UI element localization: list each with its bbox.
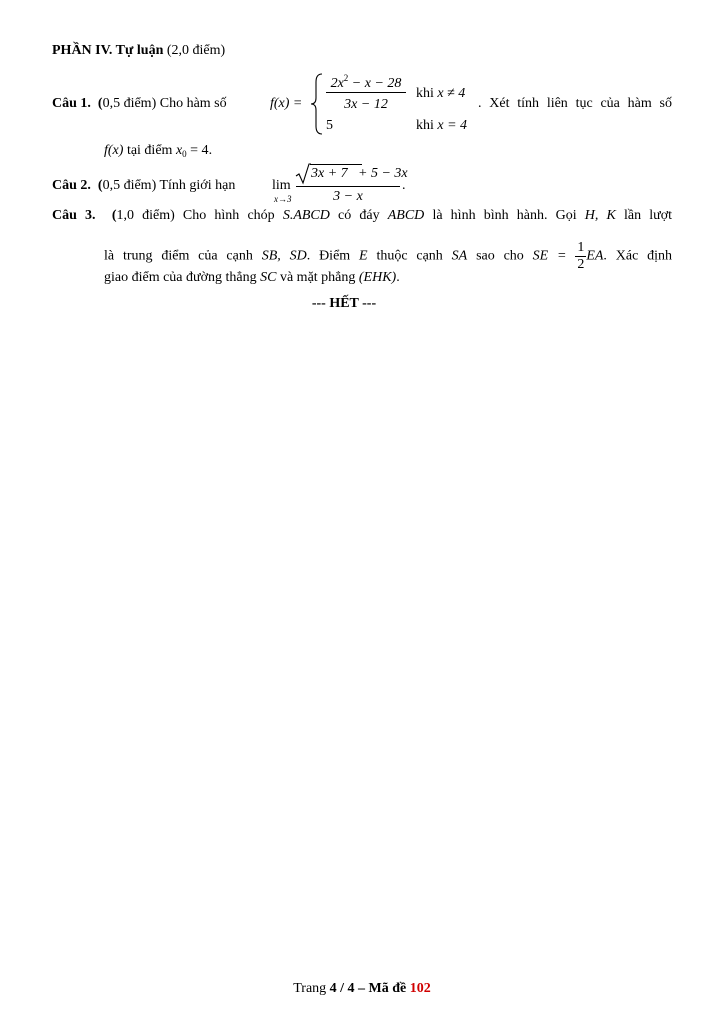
q2-lim: lim — [272, 178, 291, 193]
q3-fraction: $\frac{1}{2}$ — [577, 240, 585, 272]
end-mark: --- HẾT --- — [311, 296, 377, 311]
q1-line2: f(x) tại điểm $x_0 = 4$. — [104, 143, 213, 159]
q1-fx-label: f(x) = — [270, 96, 303, 111]
section-title: PHẦN IV. Tự luận — [52, 43, 164, 58]
q1-points-paren: ( — [97, 96, 103, 111]
q1-case2-value: 5 — [326, 118, 333, 133]
q2-sqrt-bar — [310, 164, 362, 165]
q2-label: Câu 2. — [52, 178, 91, 193]
page-footer: Trang 4 / 4 – Mã đề 102 — [293, 981, 431, 996]
q3-line1: Câu 3. (1,0 điểm) Cho hình chóp S.ABCD có đáy ABCD là hình bình hành. Gọi H, K lần lượt — [52, 208, 672, 223]
q3-line3: giao điểm của đường thẳng SC và mặt phẳng (EHK). — [104, 270, 400, 285]
q1-brace-icon — [310, 72, 324, 136]
q1-case1-numerator: $2x^2 - x - 28$ — [330, 73, 402, 91]
q1-label-line — [52, 96, 227, 112]
q1-case2-condition: khi x = 4 — [416, 118, 468, 133]
exam-code: 102 — [409, 981, 431, 996]
q2-numerator-rest: + 5 − 3x — [358, 166, 408, 181]
q2-sqrt-icon — [295, 163, 311, 185]
q2-end: . — [402, 178, 406, 193]
section-heading — [52, 43, 225, 59]
q2-intro: 0,5 điểm) Tính giới hạn — [102, 178, 236, 193]
q3-line2: là trung điểm của cạnh SB, SD. Điểm E thuộc cạnh SA sao cho SE = $\frac{1}{2}$ EA. Xác định — [104, 240, 673, 272]
section-points: (2,0 điểm) — [166, 43, 226, 58]
q3-label: Câu 3. — [52, 208, 96, 223]
q2-lim-subscript: x→3 — [274, 194, 292, 204]
q1-intro: 0,5 điểm) Cho hàm số — [102, 96, 227, 111]
q1-label: Câu 1. — [52, 96, 91, 111]
q2-sqrt-content: 3x + 7 — [311, 166, 348, 181]
q1-case1-denominator: 3x − 12 — [344, 97, 388, 112]
q2-label-line: Câu 2. (0,5 điểm) Tính giới hạn — [52, 178, 236, 193]
q2-fraction-bar — [296, 186, 400, 187]
q1-case1-fraction-bar — [326, 92, 406, 93]
q1-case1-condition: khi x ≠ 4 — [416, 86, 466, 101]
q1-text-after: . Xét tính liên tục của hàm số — [478, 96, 672, 111]
q2-denominator: 3 − x — [333, 189, 363, 204]
